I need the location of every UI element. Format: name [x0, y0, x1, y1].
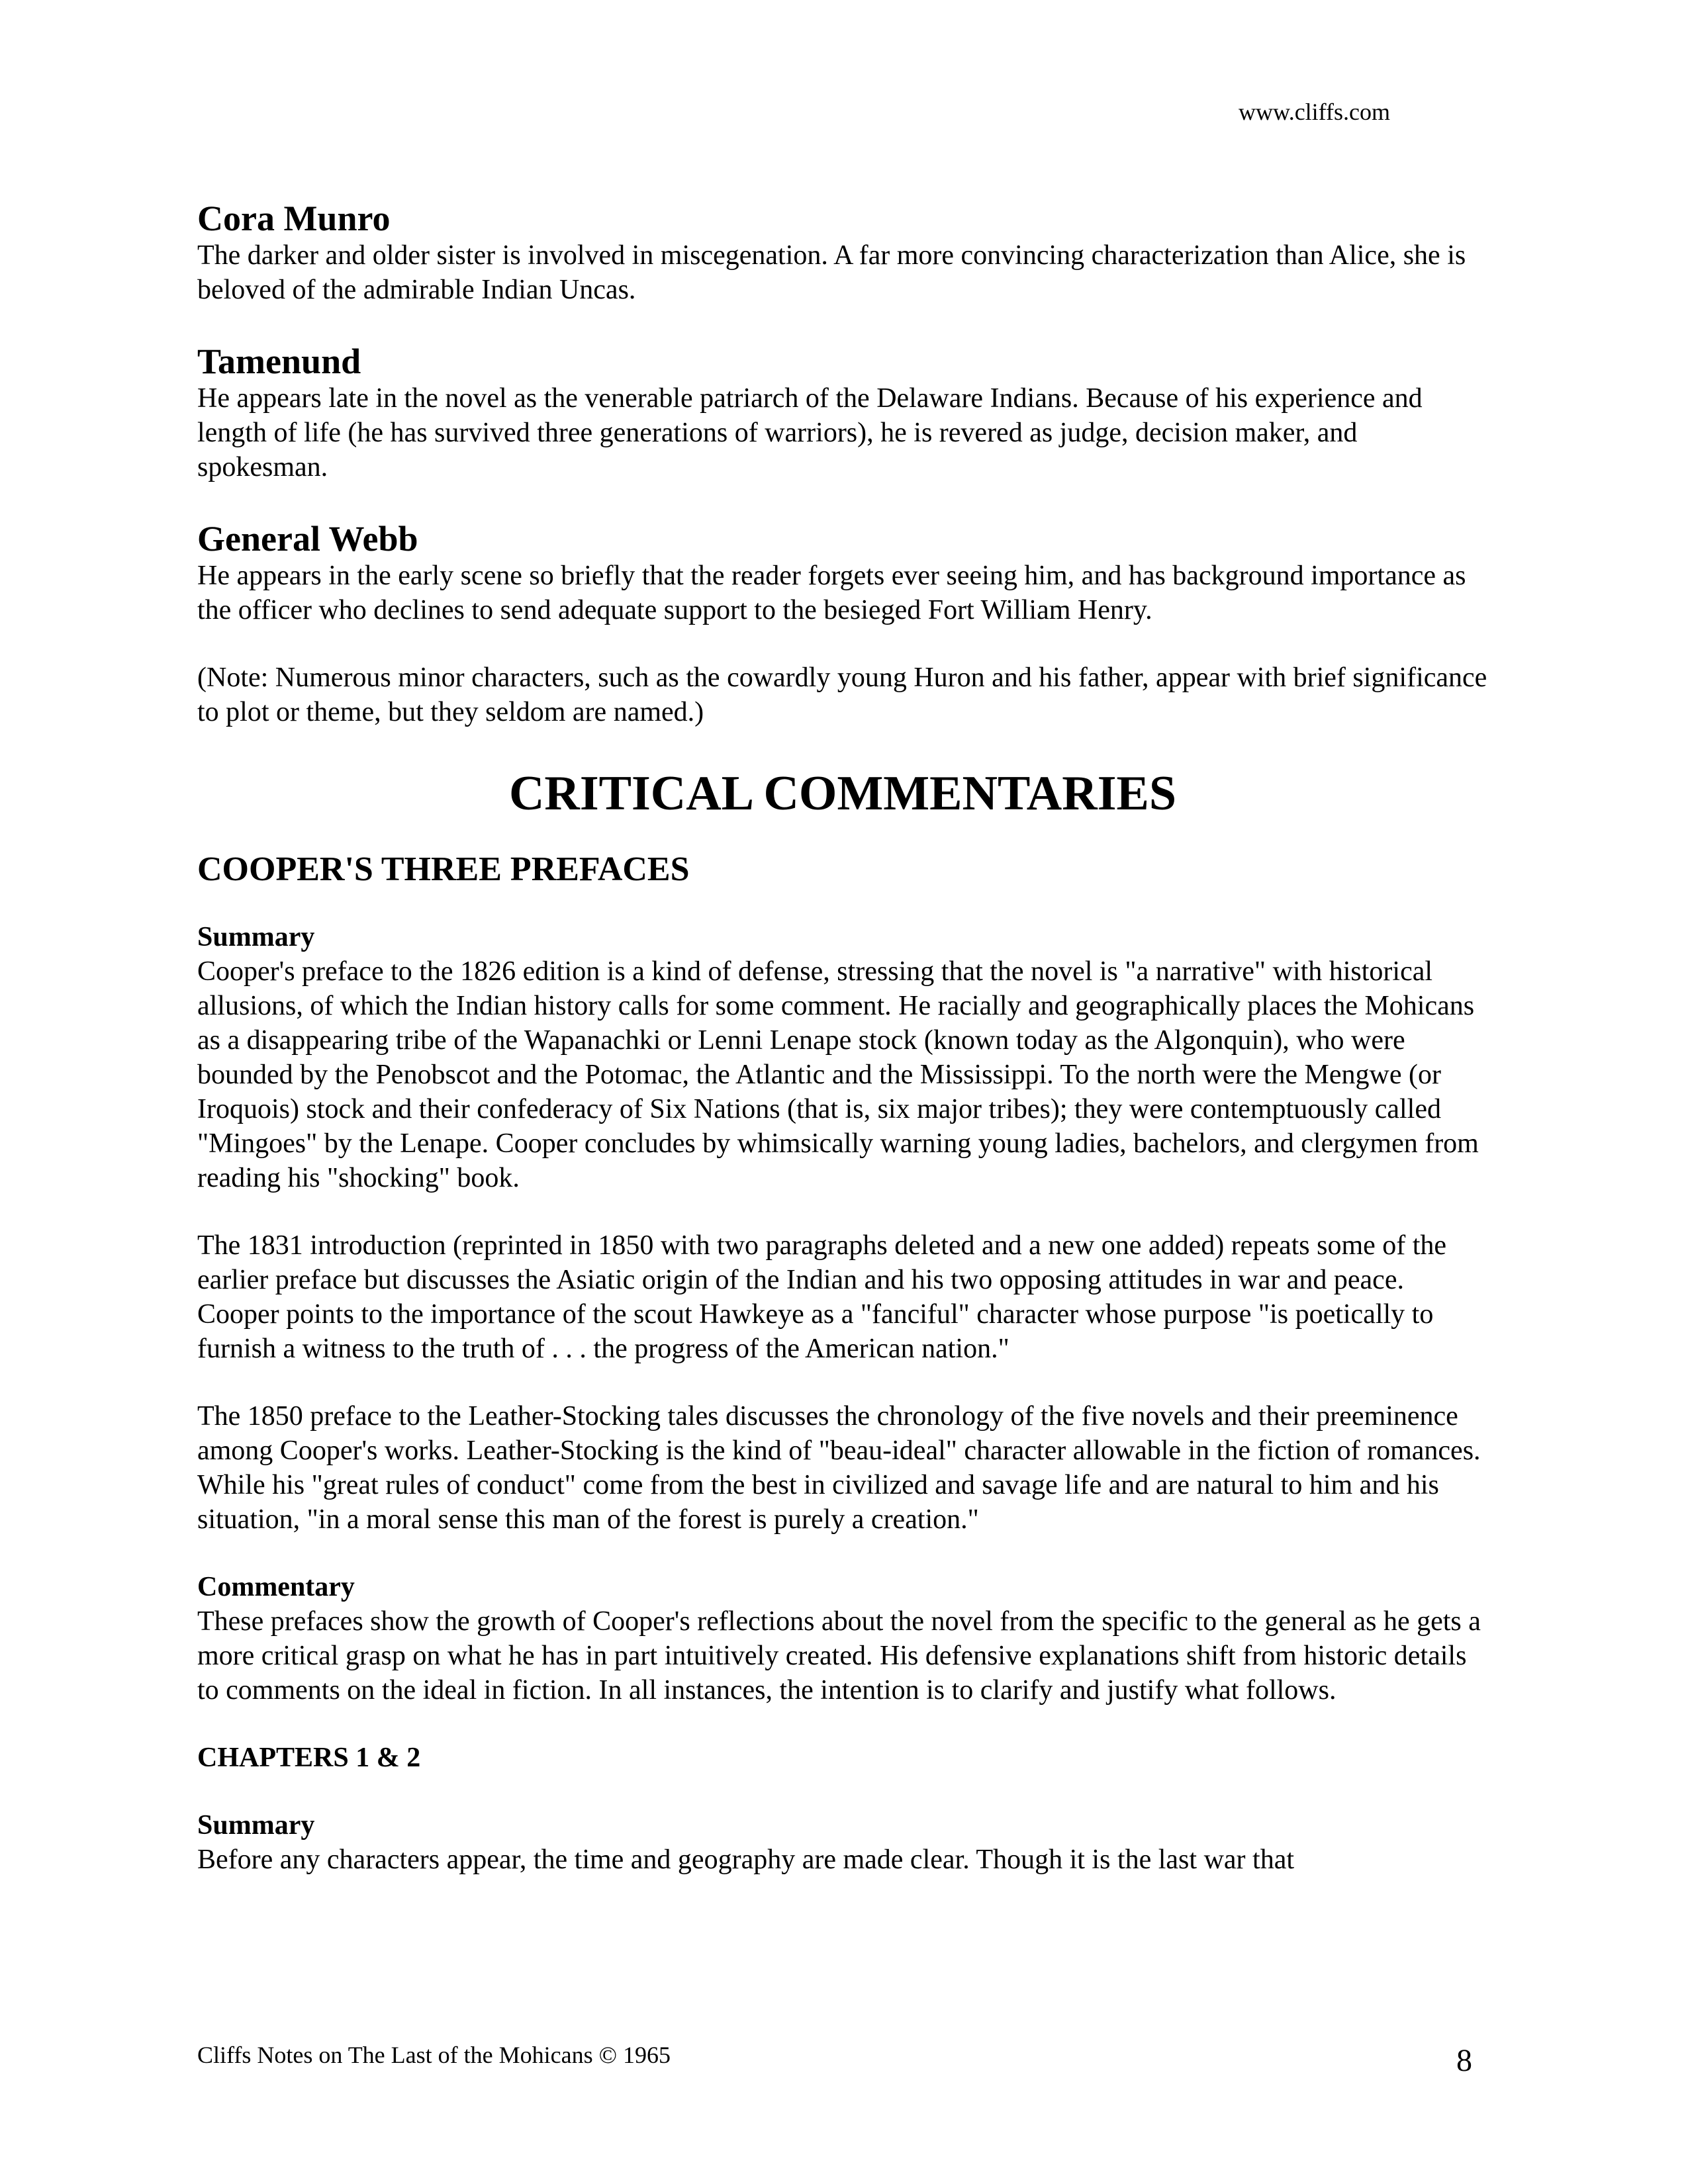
page-number: 8	[1456, 2043, 1472, 2078]
section-title-prefaces: COOPER'S THREE PREFACES	[197, 850, 690, 888]
character-name-cora: Cora Munro	[197, 199, 391, 238]
footer-citation: Cliffs Notes on The Last of the Mohicans © 1965	[197, 2042, 671, 2068]
commentary-paragraph: These prefaces show the growth of Cooper's reflections about the novel from the specific to the general as he gets a more critical grasp on what he has in part intuitively created. His defensive explanations shift from historic details to comments on the ideal in fiction. In all instances, the intention is to clarify and justify what follows.	[197, 1606, 1481, 1706]
page-content	[197, 199, 1488, 1877]
section-title-chapters-1-2: CHAPTERS 1 & 2	[197, 1743, 421, 1773]
summary-paragraph-2: The 1831 introduction (reprinted in 1850 with two paragraphs deleted and a new one added) repeats some of the earlier preface but discusses the Asiatic origin of the Indian and his two opposing attitudes in war and peace. Cooper points to the importance of the scout Hawkeye as a "fanciful" character whose purpose "is poetically to furnish a witness to the truth of . . . the progress of the American nation."	[197, 1230, 1447, 1364]
commentary-heading: Commentary	[197, 1572, 355, 1602]
character-name-webb: General Webb	[197, 519, 418, 559]
header-url[interactable]: www.cliffs.com	[1239, 99, 1390, 125]
summary-paragraph-3: The 1850 preface to the Leather-Stocking tales discusses the chronology of the five novels and their preeminence among Cooper's works. Leather-Stocking is the kind of "beau-ideal" character allowable in the fiction of romances. While his "great rules of conduct" come from the best in civilized and savage life and are natural to him and his situation, "in a moral sense this man of the forest is purely a creation."	[197, 1401, 1481, 1535]
main-title: CRITICAL COMMENTARIES	[508, 766, 1177, 821]
character-desc-cora: The darker and older sister is involved in miscegenation. A far more convincing characterization than Alice, she is beloved of the admirable Indian Uncas.	[197, 240, 1466, 305]
character-desc-tamenund: He appears late in the novel as the venerable patriarch of the Delaware Indians. Because of his experience and length of life (he has survived three generations of warriors), he is revered as judge, decision maker, and spokesman.	[197, 383, 1423, 482]
minor-characters-note: (Note: Numerous minor characters, such as the cowardly young Huron and his father, appear with brief significance to plot or theme, but they seldom are named.)	[197, 662, 1487, 727]
summary-paragraph-1: Cooper's preface to the 1826 edition is a kind of defense, stressing that the novel is "a narrative" with historical allusions, of which the Indian history calls for some comment. He racially and geographically places the Mohicans as a disappearing tribe of the Wapanachki or Lenni Lenape stock (known today as the Algonquin), who were bounded by the Penobscot and the Potomac, the Atlantic and the Mississippi. To the north were the Mengwe (or Iroquois) stock and their confederacy of Six Nations (that is, six major tribes); they were contemptuously called "Mingoes" by the Lenape. Cooper concludes by whimsically warning young ladies, bachelors, and clergymen from reading his "shocking" book.	[197, 956, 1479, 1193]
character-name-tamenund: Tamenund	[197, 341, 361, 381]
summary-heading-chapters: Summary	[197, 1810, 315, 1841]
summary-heading: Summary	[197, 922, 315, 952]
summary-paragraph-chapters: Before any characters appear, the time and geography are made clear. Though it is the last war that	[197, 1844, 1295, 1875]
character-desc-webb: He appears in the early scene so briefly that the reader forgets ever seeing him, and has background importance as the officer who declines to send adequate support to the besieged Fort William Henry.	[197, 561, 1466, 625]
